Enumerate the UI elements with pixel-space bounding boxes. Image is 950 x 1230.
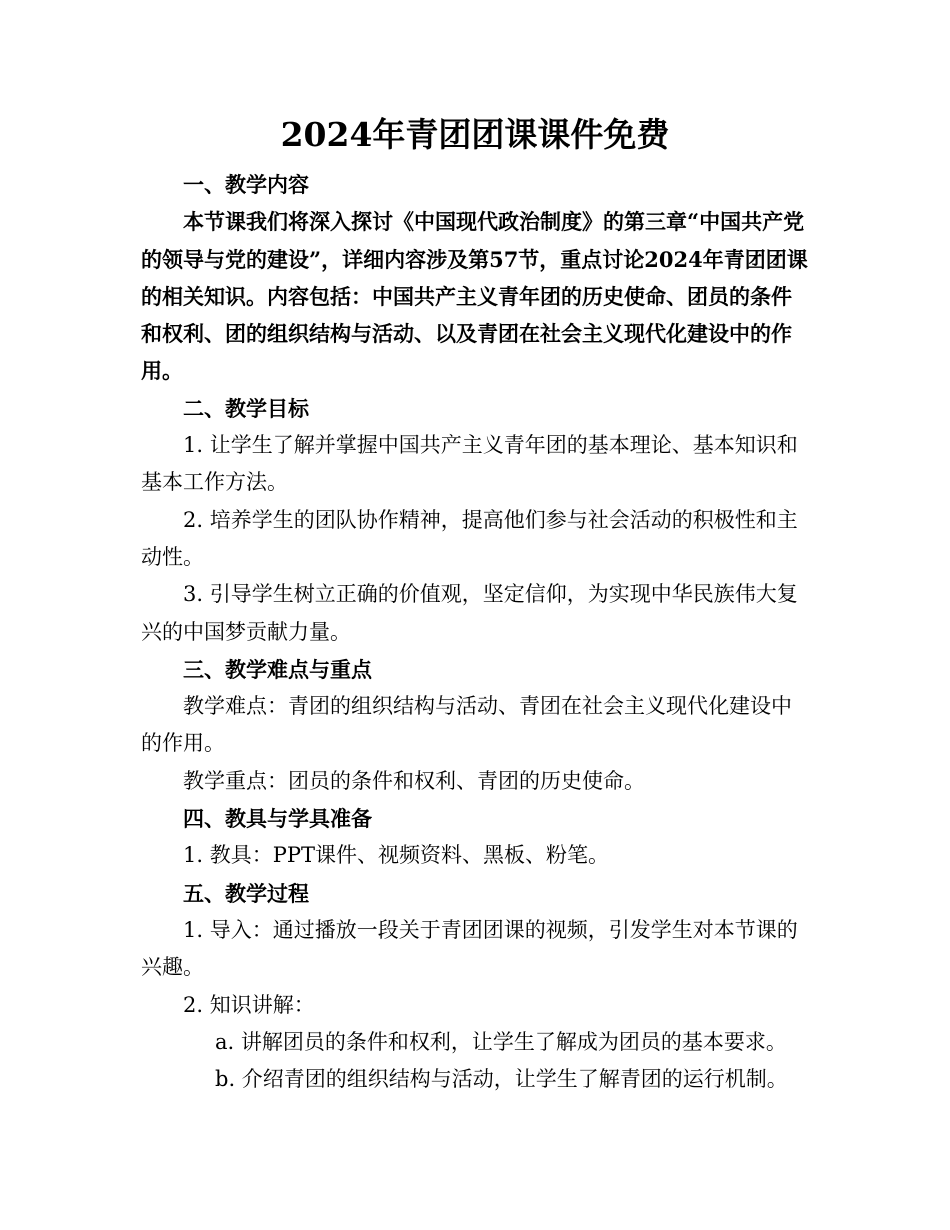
section-heading-teaching-goals: 二、教学目标 (183, 395, 309, 421)
teaching-key-point-paragraph: 教学重点：团员的条件和权利、青团的历史使命。 (183, 768, 645, 793)
materials-item-1: 1. 教具：PPT课件、视频资料、黑板、粉笔。 (183, 843, 609, 868)
document-body (141, 166, 809, 1098)
process-item-1: 1. 导入：通过播放一段关于青团团课的视频，引发学生对本节课的兴趣。 (141, 917, 798, 980)
teaching-difficulty-paragraph: 教学难点：青团的组织结构与活动、青团在社会主义现代化建设中的作用。 (141, 694, 792, 756)
teaching-content-paragraph: 本节课我们将深入探讨《中国现代政治制度》的第三章“中国共产党的领导与党的建设”，详细内容涉及第57节，重点讨论2024年青团团课的相关知识。内容包括：中国共产主义青年团的历史使命、团员的条件和权利、团的组织结构与活动、以及青团在社会主义现代化建设中的作用。 (141, 209, 808, 384)
section-heading-materials: 四、教具与学具准备 (183, 806, 372, 832)
goal-item-1: 1. 让学生了解并掌握中国共产主义青年团的基本理论、基本知识和基本工作方法。 (141, 433, 798, 495)
process-subitem-a: a. 讲解团员的条件和权利，让学生了解成为团员的基本要求。 (215, 1029, 787, 1054)
process-item-2: 2. 知识讲解： (183, 992, 315, 1017)
document-title: 2024年青团团课课件免费 (280, 115, 670, 154)
section-heading-difficulties-key-points: 三、教学难点与重点 (183, 656, 372, 682)
section-heading-teaching-process: 五、教学过程 (183, 880, 309, 906)
section-heading-teaching-content: 一、教学内容 (183, 172, 309, 197)
goal-item-3: 3. 引导学生树立正确的价值观，坚定信仰，为实现中华民族伟大复兴的中国梦贡献力量。 (141, 582, 798, 644)
process-subitem-b: b. 介绍青团的组织结构与活动，让学生了解青团的运行机制。 (215, 1067, 788, 1092)
goal-item-2: 2. 培养学生的团队协作精神，提高他们参与社会活动的积极性和主动性。 (141, 507, 798, 569)
